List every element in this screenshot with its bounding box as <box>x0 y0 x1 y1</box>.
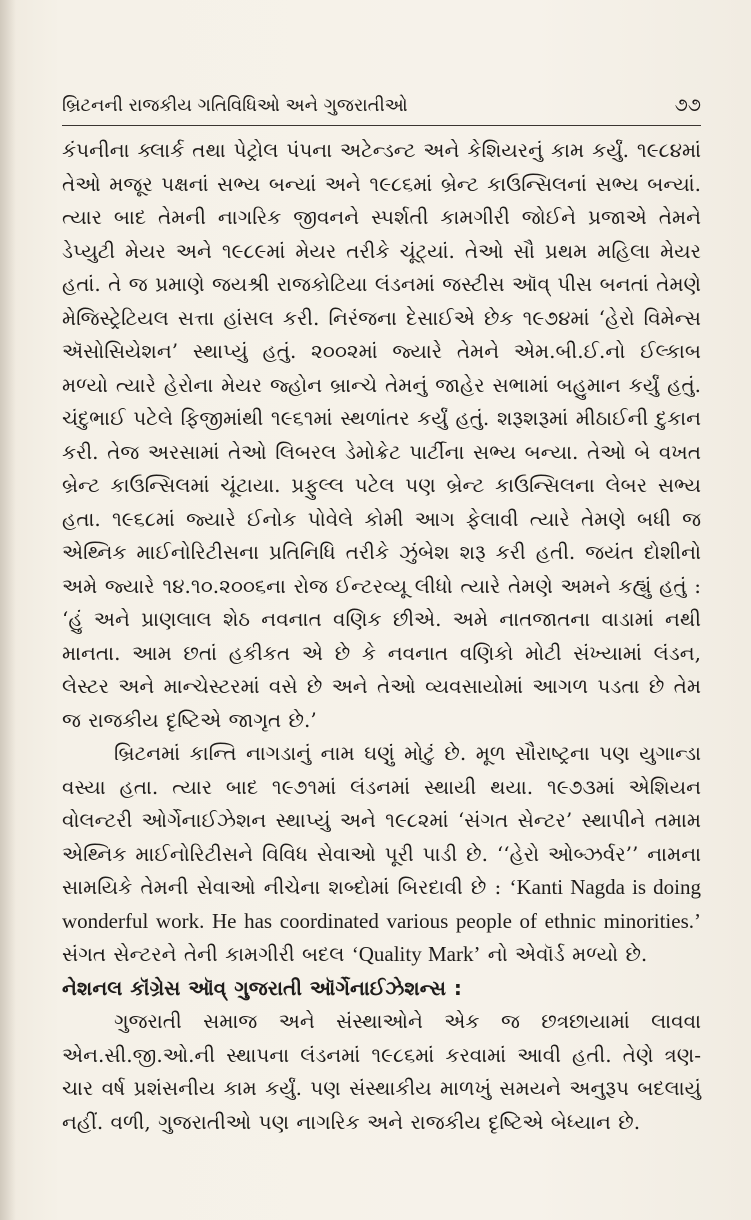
paragraph-3: ગુજરાતી સમાજ અને સંસ્થાઓને એક જ છત્રછાયામાં લાવવા એન.સી.જી.ઓ.ની સ્થાપના લંડનમાં ૧૯૮૬માં કરવામાં આવી હતી. તેણે ત્રણ-ચાર વર્ષ પ્રશંસનીય કામ કર્યું. પણ સંસ્થાકીય માળખું સમયને અનુરૂપ બદલાયું નહીં. વળી, ગુજરાતીઓ પણ નાગરિક અને રાજકીય દૃષ્ટિએ બેધ્યાન છે. <box>62 1009 701 1134</box>
running-title: બ્રિટનની રાજકીય ગતિવિધિઓ અને ગુજરાતીઓ <box>62 95 408 116</box>
page-number: ૭૭ <box>674 94 701 116</box>
section-heading: નેશનલ કૉંગ્રેસ ઑવ્ ગુજરાતી ઑર્ગેનાઈઝેશન્સ : <box>62 975 462 1000</box>
paragraph-2-end: નો એવૉર્ડ મળ્યો છે. <box>487 942 648 966</box>
running-header <box>62 92 701 126</box>
paragraph-1: કંપનીના ક્લાર્ક તથા પેટ્રોલ પંપના અટેન્ડન્ટ અને કેશિયરનું કામ કર્યું. ૧૯૮૪માં તેઓ મજૂર પક્ષનાં સભ્ય બન્યાં અને ૧૯૮૬માં બ્રેન્ટ કાઉન્સિલનાં સભ્ય બન્યાં. ત્યાર બાદ તેમની નાગરિક જીવનને સ્પર્શતી કામગીરી જોઈને પ્રજાએ તેમને ડેપ્યુટી મેયર અને ૧૯૮૯માં મેયર તરીકે ચૂંટ્યાં. તેઓ સૌ પ્રથમ મહિલા મેયર હતાં. તે જ પ્રમાણે જયશ્રી રાજકોટિયા લંડનમાં જસ્ટીસ ઑવ્ પીસ બનતાં તેમણે મેજિસ્ટ્રેટિયલ સત્તા હાંસલ કરી. નિરંજના દેસાઈએ છેક ૧૯૭૪માં ‘હેરો વિમેન્સ ઍસોસિયેશન’ સ્થાપ્યું હતું. ૨૦૦૨માં જ્યારે તેમને એમ.બી.ઈ.નો ઈલ્કાબ મળ્યો ત્યારે હેરોના મેયર જ્હોન બ્રાન્ચે તેમનું જાહેર સભામાં બહુમાન કર્યું હતું. ચંદુભાઈ પટેલે ફિજીમાંથી ૧૯૬૧માં સ્થળાંતર કર્યું હતું. શરૂશરૂમાં મીઠાઈની દુકાન કરી. તેજ અરસામાં તેઓ લિબરલ ડેમોક્રેટ પાર્ટીના સભ્ય બન્યા. તેઓ બે વખત બ્રેન્ટ કાઉન્સિલમાં ચૂંટાયા. પ્રફુલ્લ પટેલ પણ બ્રેન્ટ કાઉન્સિલના લેબર સભ્ય હતા. ૧૯૬૮માં જ્યારે ઈનોક પોવેલે કોમી આગ ફેલાવી ત્યારે તેમણે બધી જ એથ્નિક માઈનોરિટીસના પ્રતિનિધિ તરીકે ઝુંબેશ શરૂ કરી હતી. જયંત દોશીનો અમે જ્યારે ૧૪.૧૦.૨૦૦૬ના રોજ ઈન્ટરવ્યૂ લીધો ત્યારે તેમણે અમને કહ્યું હતું : ‘હું અને પ્રાણલાલ શેઠ નવનાત વણિક છીએ. અમે નાતજાતના વાડામાં નથી માનતા. આમ છતાં હકીકત એ છે કે નવનાત વણિકો મોટી સંખ્યામાં લંડન, લેસ્ટર અને માન્ચેસ્ટરમાં વસે છે અને તેઓ વ્યવસાયોમાં આગળ પડતા છે તેમ જ રાજકીય દૃષ્ટિએ જાગૃત છે.’ <box>62 138 701 732</box>
quality-mark-text: ‘Quality Mark’ <box>351 942 481 966</box>
paragraph-2-mid: સંગત સેન્ટરને તેની કામગીરી બદલ <box>62 942 345 966</box>
paragraph-2-text: બ્રિટનમાં કાન્તિ નાગડાનું નામ ઘણું મોટું છે. મૂળ સૌરાષ્ટ્રના પણ યુગાન્ડા વસ્યા હતા. ત્યાર બાદ ૧૯૭૧માં લંડનમાં સ્થાયી થયા. ૧૯૭૩માં એશિયન વોલન્ટરી ઓર્ગેનાઈઝેશન સ્થાપ્યું અને ૧૯૮૨માં ‘સંગત સેન્ટર’ સ્થાપીને તમામ એથ્નિક માઈનોરિટીસને વિવિધ સેવાઓ પૂરી પાડી છે. ‘‘હેરો ઓબ્ઝર્વર’’ નામના સામયિકે તેમની સેવાઓ નીચેના શબ્દોમાં બિરદાવી છે : <box>62 741 701 899</box>
english-quote: ‘Kanti Nagda is doing wonderful work. He has coordinated various people of ethnic minorities.’ <box>62 875 701 933</box>
body-text <box>62 134 701 1139</box>
paragraph-2 <box>62 737 701 972</box>
